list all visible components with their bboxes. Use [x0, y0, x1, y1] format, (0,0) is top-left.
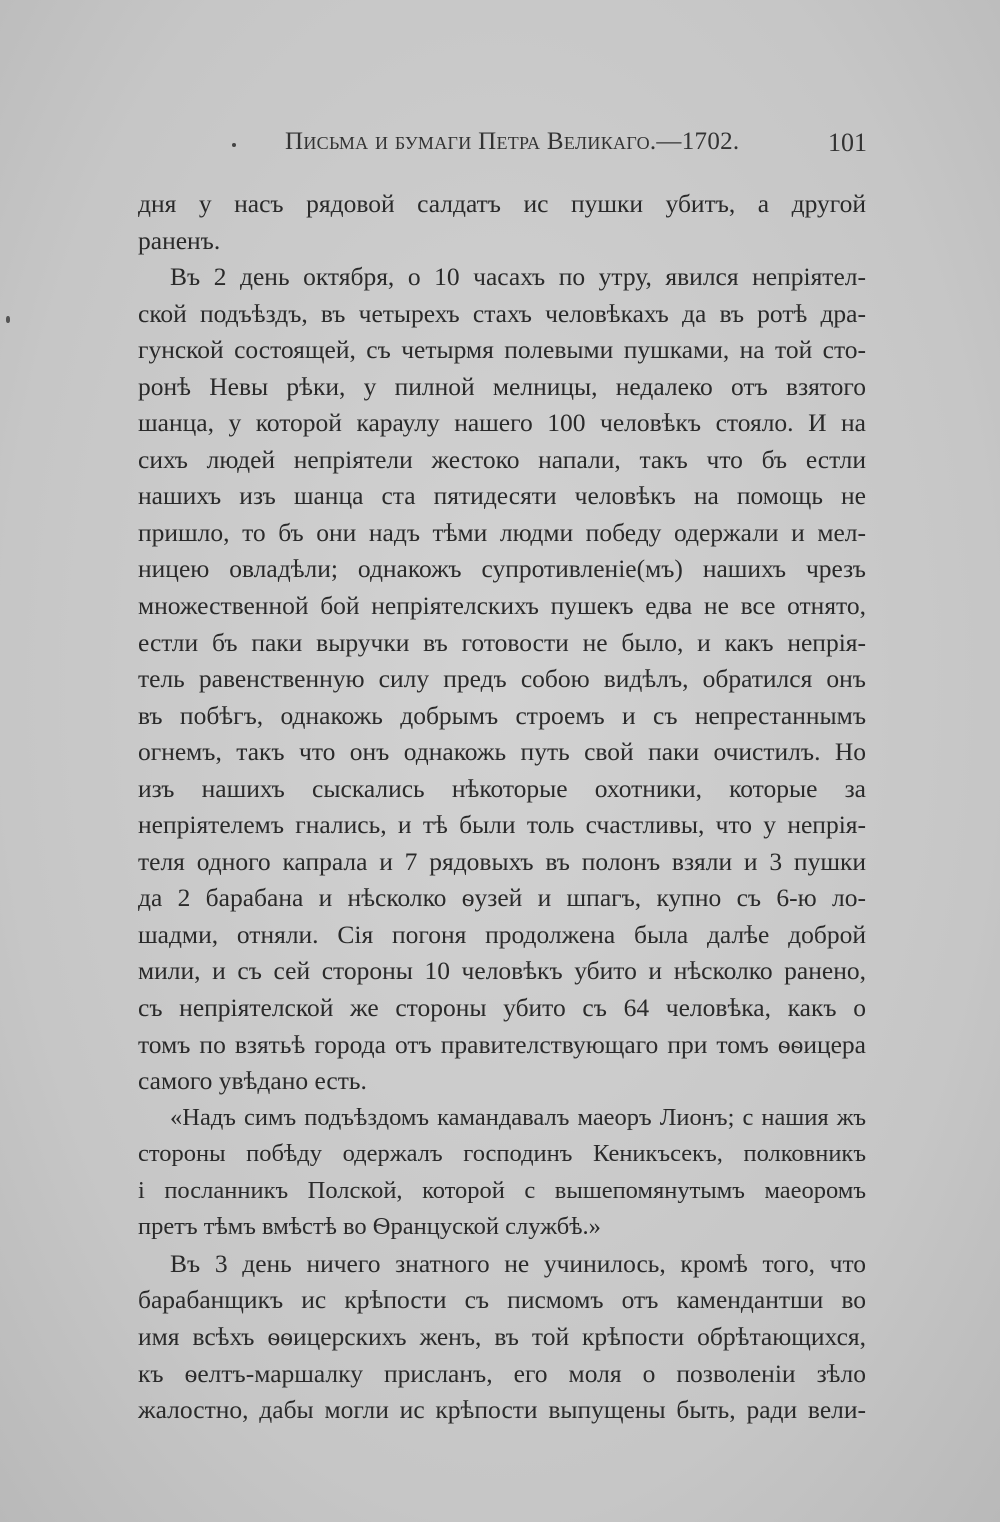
quote-line: стороны побѣду одержалъ господинъ Кеникъсекъ, полковникъ [138, 1140, 866, 1168]
text-line: къ ѳелтъ-маршалку присланъ, его моля о позволеніи зѣло [138, 1358, 866, 1388]
text-line: множественной бой непріятелскихъ пушекъ едва не все отнято, [138, 591, 866, 621]
quote-line: «Надъ симъ подъѣздомъ камандавалъ маеоръ Лионъ; с нашия жъ [170, 1103, 866, 1131]
text-line: теля одного капрала и 7 рядовыхъ въ полонъ взяли и 3 пушки [138, 846, 866, 876]
text-line: раненъ. [138, 225, 221, 255]
margin-mark [6, 316, 10, 323]
quote-line: претъ тѣмъ вмѣстѣ во Ѳранцуской службѣ.» [138, 1213, 601, 1241]
text-line: томъ по взятьѣ города отъ правителствующаго при томъ ѳѳицера [138, 1029, 866, 1059]
quote-line: і посланникъ Полской, которой с вышепомянутымъ маеоромъ [138, 1176, 866, 1204]
text-line: съ непріятелской же стороны убито съ 64 человѣка, какъ о [138, 993, 866, 1023]
text-line: мили, и съ сей стороны 10 человѣкъ убито и нѣсколко ранено, [138, 956, 866, 986]
text-line: сихъ людей непріятели жестоко напали, такъ что бъ естли [138, 444, 866, 474]
page-number: 101 [828, 128, 867, 157]
body-text [138, 186, 866, 1429]
text-line: жалостно, дабы могли ис крѣпости выпущены быть, ради вели- [138, 1395, 866, 1425]
running-head: Письма и бумаги Петра Великаго.—1702. [285, 128, 740, 155]
text-line: ницею овладѣли; однакожъ супротивленіе(мъ) нашихъ чрезъ [138, 554, 866, 584]
text-line: да 2 барабана и нѣсколко ѳузей и шпагъ, купно съ 6-ю ло- [138, 883, 866, 913]
text-line: самого увѣдано есть. [138, 1066, 367, 1096]
text-line: шадми, отняли. Сія погоня продолжена была далѣе доброй [138, 919, 866, 949]
text-line: дня у насъ рядовой салдатъ ис пушки убитъ, а другой [138, 189, 866, 218]
text-line: гунской состоящей, съ четырмя полевыми пушками, на той сто- [138, 335, 866, 365]
text-line: изъ нашихъ сыскались нѣкоторые охотники, которые за [138, 773, 866, 803]
text-line: барабанщикъ ис крѣпости съ писмомъ отъ камендантши во [138, 1285, 866, 1315]
text-line: тель равенственную силу предъ собою видѣлъ, обратился онъ [138, 664, 866, 694]
text-line: непріятелемъ гнались, и тѣ были толь счастливы, что у непрія- [138, 810, 866, 840]
text-line: естли бъ паки выручки въ готовости не было, и какъ непрія- [138, 627, 866, 657]
text-line: шанца, у которой караулу нашего 100 человѣкъ стояло. И на [138, 408, 866, 438]
text-line: въ побѣгъ, однакожь добрымъ строемъ и съ непрестаннымъ [138, 700, 866, 730]
text-line: пришло, то бъ они надъ тѣми людми победу одержали и мел- [138, 517, 866, 547]
paragraph-start-line: Въ 3 день ничего знатного не учинилось, кромѣ того, что [170, 1248, 866, 1278]
text-line: нашихъ изъ шанца ста пятидесяти человѣкъ на помощь не [138, 481, 866, 511]
text-line: имя всѣхъ ѳѳицерскихъ женъ, въ той крѣпости обрѣтающихся, [138, 1321, 866, 1351]
text-line: ронѣ Невы рѣки, у пилной мелницы, недалеко отъ взятого [138, 371, 866, 401]
ink-speck [232, 143, 236, 147]
paragraph-start-line: Въ 2 день октября, о 10 часахъ по утру, явился непріятел- [170, 262, 866, 292]
text-line: ской подъѣздъ, въ четырехъ стахъ человѣкахъ да въ ротѣ дра- [138, 298, 866, 328]
text-line: огнемъ, такъ что онъ однакожь путь свой паки очистилъ. Но [138, 737, 866, 767]
